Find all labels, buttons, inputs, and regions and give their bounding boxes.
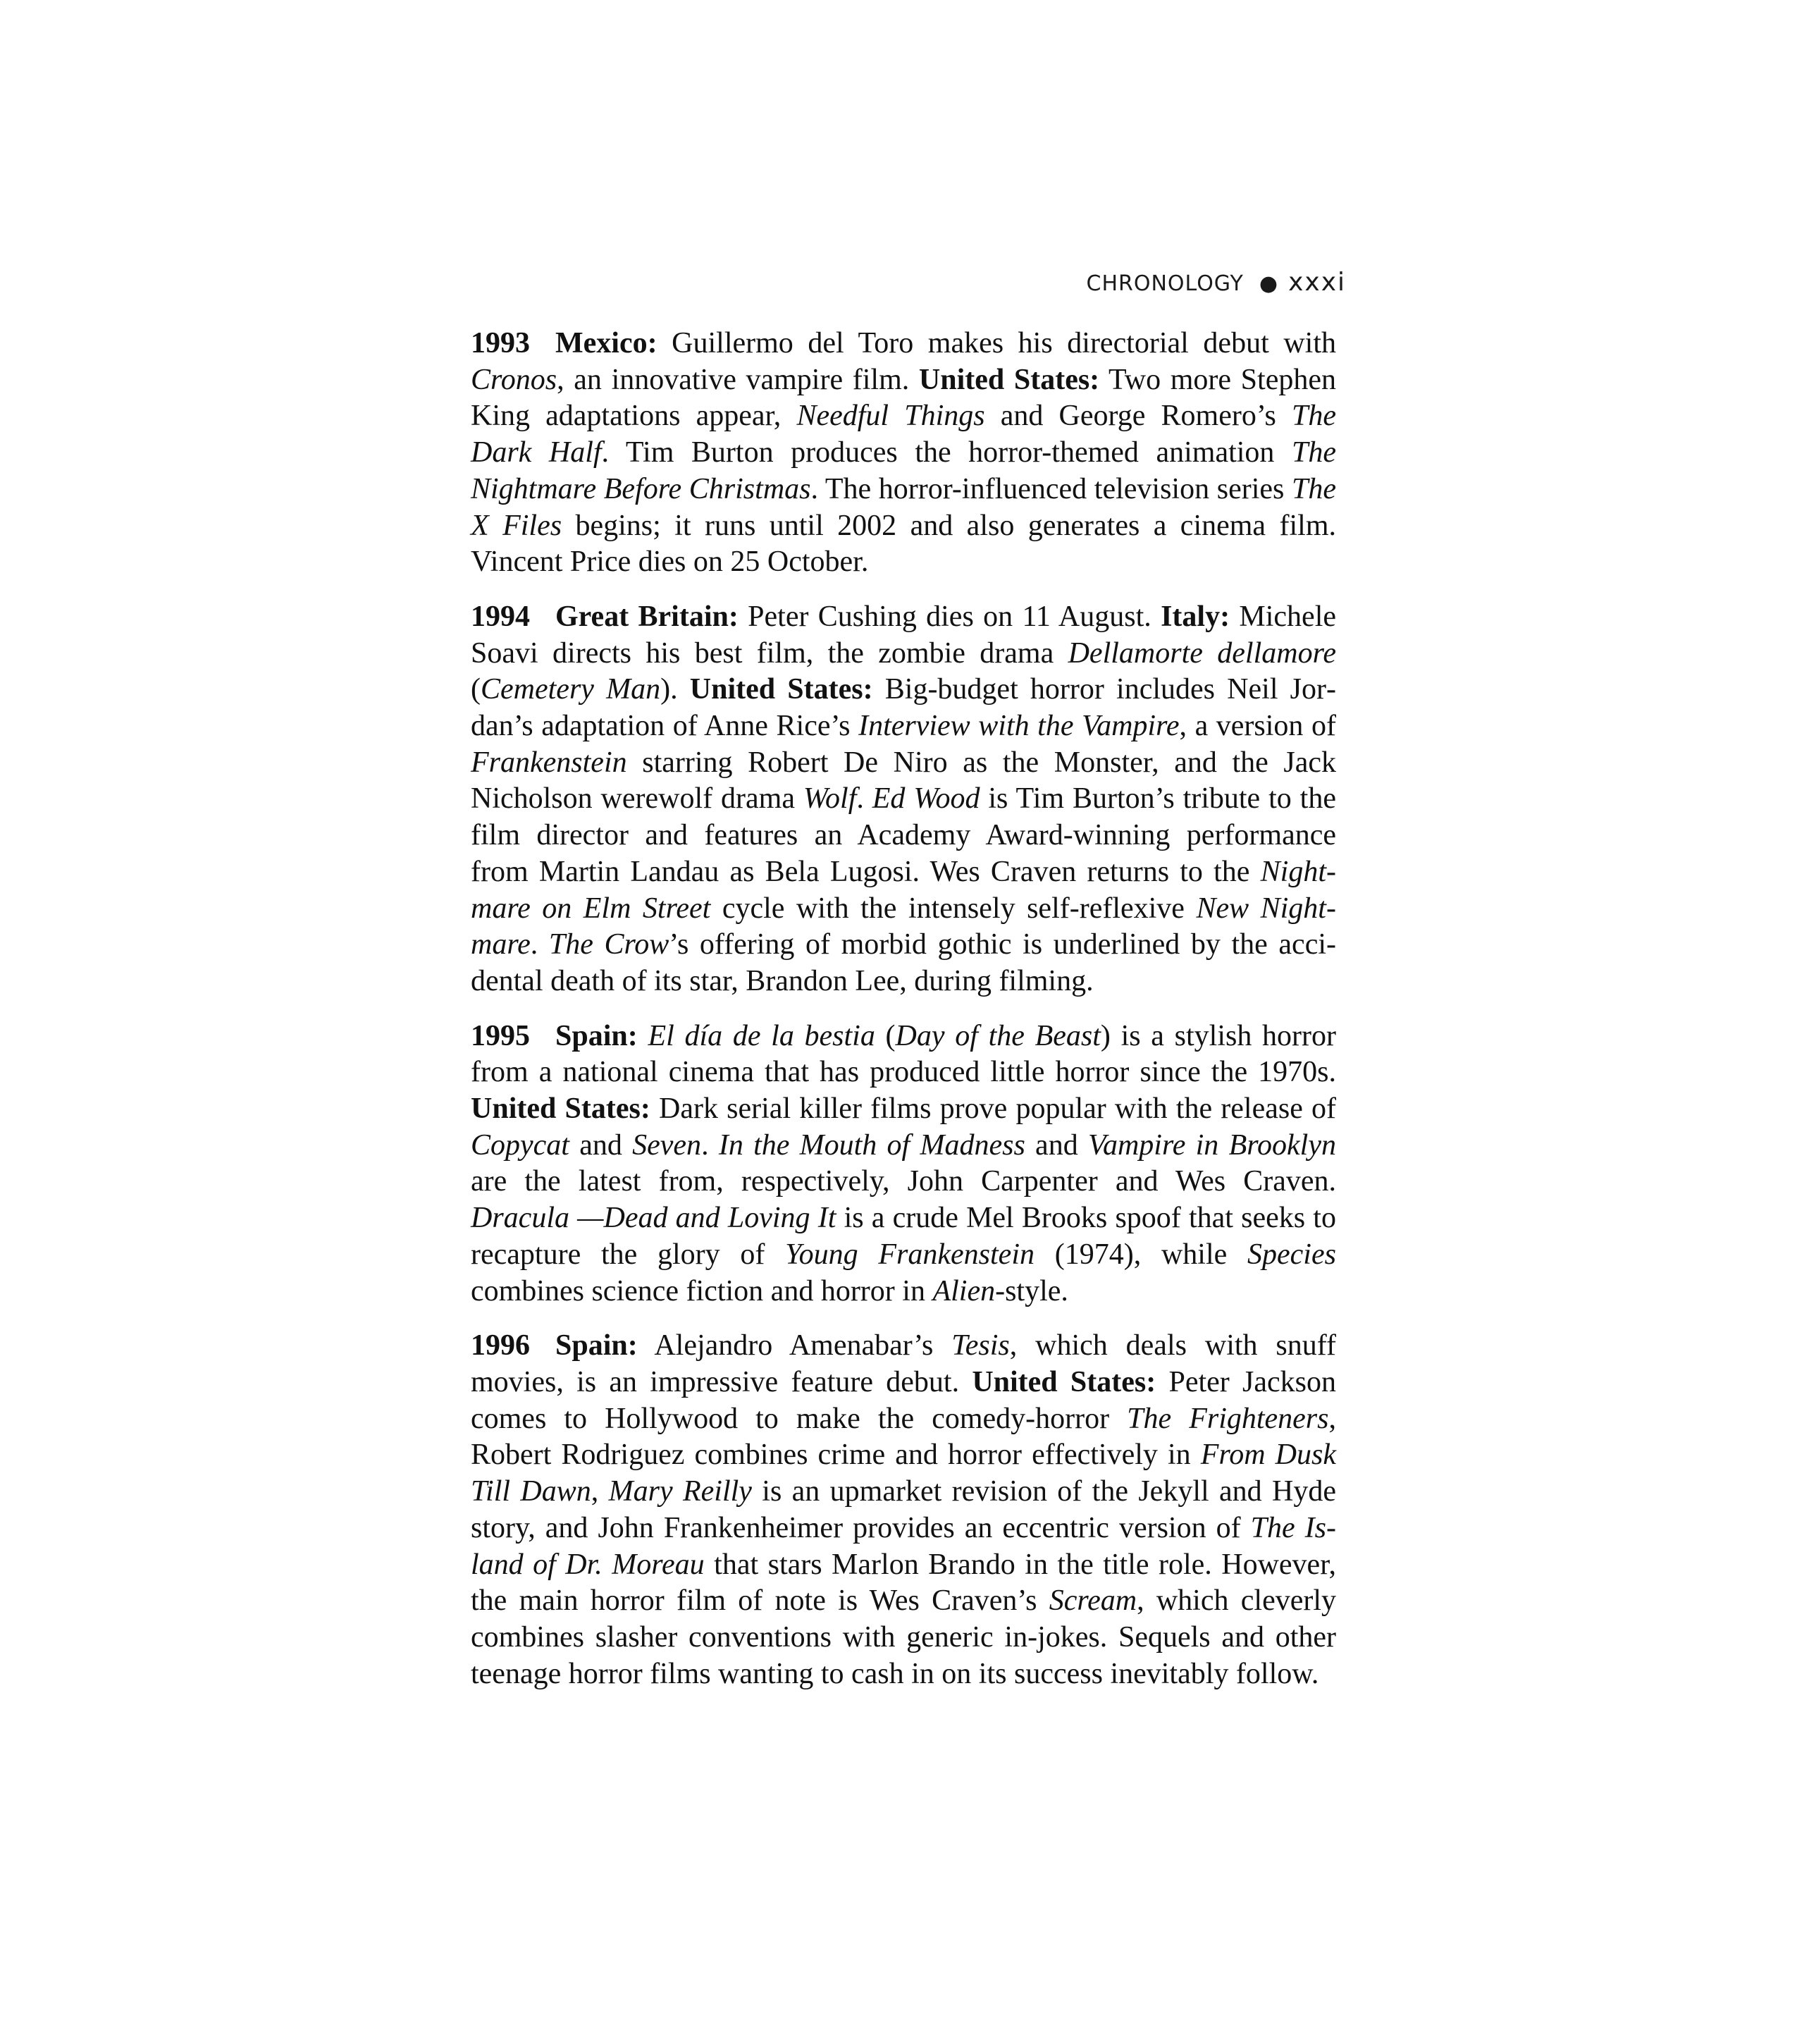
film-title: In the Mouth of Madness [718,1128,1025,1162]
entry-run: and [569,1128,633,1162]
entry-run: cycle with the intensely self-reflexive [710,892,1197,925]
film-title: Dracula —Dead and Loving It [471,1202,836,1235]
entry-run: ). [660,673,690,706]
entry-run: is Tim Burton’s tribute to the film director and features an Academy Award-winning performance from Martin Landau as Bela Lugosi. Wes Craven returns to the [471,782,1336,888]
entry-run: ) is a stylish horror from a national cinema that has produced little horror since the 1970s. [471,1019,1336,1089]
film-title: Alien [932,1274,996,1307]
film-title: Young Frankenstein [785,1238,1035,1271]
running-title: CHRONOLOGY [1086,271,1244,296]
entry-run: and George Romero’s [984,400,1292,433]
entry-year: 1994 [471,600,530,633]
entry-run: , [591,1475,609,1508]
film-title: Mary Reilly [608,1475,752,1508]
region-label: United States: [689,673,873,706]
region-label: United States: [918,363,1100,396]
film-title: Cronos [471,363,557,396]
film-title: New Nightmare [471,892,1336,961]
entry-run: ( [471,673,481,706]
entry-run: , a version of [1179,710,1336,743]
region-label: Mexico: [555,327,657,359]
entry-run: is an upmarket revision of the Jekyll and Hyde story, and John Frankenheimer provides an eccentric version of [471,1475,1336,1544]
film-title: The X Files [471,472,1336,542]
film-title: Nightmare on Elm Street [471,855,1336,925]
film-title: Day of the Beast [895,1019,1101,1052]
entry-run: (1974), while [1035,1238,1248,1271]
film-title: Dellamorte dellamore [1068,636,1336,670]
entry-run: ( [875,1019,896,1052]
region-label: Italy: [1161,600,1230,633]
bullet-icon: ● [1259,271,1279,296]
film-title: Cemetery Man [481,673,661,706]
entry-run: , which cleverly combines slasher conventions with generic in-jokes. Sequels and other teenage horror films wanting to cash in on its success inevitably follow. [471,1584,1337,1690]
page-number: xxxi [1288,268,1346,297]
entry-run: Alejandro Amenabar’s [637,1329,952,1362]
region-label: United States: [972,1365,1156,1398]
entry-run: , which deals with snuff movies, is an impressive feature debut. [471,1329,1336,1398]
chronology-entry [471,1018,1336,1310]
film-title: Scream [1049,1584,1137,1618]
entry-run: combines science fiction and horror in [471,1274,933,1307]
film-title: From Dusk Till Dawn [471,1439,1336,1508]
film-title: Species [1247,1238,1336,1271]
entry-text [471,601,1336,997]
entry-year: 1995 [471,1019,530,1052]
film-title: The Island of Dr. Moreau [471,1511,1336,1581]
film-title: Seven [632,1128,702,1162]
entry-year: 1993 [471,327,530,359]
chronology-entry [471,599,1336,1000]
film-title: Frankenstein [471,746,627,779]
entry-run: . [530,928,549,961]
entry-run: -style. [995,1274,1068,1307]
entry-run: and [1025,1128,1088,1162]
film-title: The Crow [548,928,669,961]
entry-run: starring Robert De Niro as the Monster, and the Jack Nicholson werewolf drama [471,746,1336,815]
region-label: Great Britain: [555,600,739,633]
entry-text [471,1020,1336,1307]
entry-year: 1996 [471,1329,530,1362]
chronology-entry [471,1328,1336,1692]
entry-run: Dark serial killer films prove popular with the release of [650,1092,1337,1126]
entry-run: Big-budget horror includes Neil Jordan’s adaptation of Anne Rice’s [471,673,1336,743]
entry-text [471,1329,1336,1689]
region-label: Spain: [555,1019,638,1052]
entry-run: begins; it runs until 2002 and also generates a cinema film. Vincent Price dies on 25 October. [471,509,1336,579]
entry-run: is a crude Mel Brooks spoof that seeks to recapture the glory of [471,1202,1336,1271]
entry-run: . Tim Burton produces the horror-themed animation [601,436,1292,469]
entry-run: , Robert Rodriguez combines crime and horror effectively in [471,1402,1336,1472]
film-title: El día de la bestia [648,1019,875,1052]
entry-run: that stars Marlon Brando in the title role. However, the main horror film of note is Wes Craven’s [471,1548,1336,1618]
entry-run: Peter Jackson comes to Hollywood to make the comedy-horror [471,1365,1336,1435]
film-title: Vampire in Brooklyn [1087,1128,1336,1162]
entry-run: Two more Stephen King adaptations appear, [471,363,1336,433]
entry-run [638,1020,648,1052]
region-label: United States: [471,1092,650,1126]
entry-run: , an innovative vampire film. [557,363,919,396]
film-title: Needful Things [796,400,985,433]
region-label: Spain: [555,1329,638,1362]
film-title: The Dark Half [471,400,1336,469]
running-head [916,268,1346,297]
entry-run: . The horror-influenced television series [810,472,1292,505]
chronology-entry [471,326,1336,581]
entry-text [471,327,1336,578]
film-title: The Nightmare Before Christmas [471,436,1336,505]
film-title: Tesis [951,1329,1010,1362]
film-title: Wolf [803,782,857,815]
entry-run: Michele Soavi directs his best film, the zombie drama [471,600,1337,670]
chronology-body [471,326,1336,1711]
film-title: Ed Wood [872,782,980,815]
entry-run: . [701,1128,719,1162]
entry-run: ’s offering of morbid gothic is underlined by the accidental death of its star, Brandon Lee, during filming. [471,928,1337,997]
film-title: The Frighteners [1127,1402,1329,1435]
film-title: Copycat [471,1128,569,1162]
entry-run: are the latest from, respectively, John Carpenter and Wes Craven. [471,1165,1336,1198]
film-title: Interview with the Vampire [858,710,1180,743]
entry-run: . [856,782,872,815]
entry-run: Guillermo del Toro makes his directorial debut with [657,327,1336,359]
entry-run: Peter Cushing dies on 11 August. [738,600,1161,633]
